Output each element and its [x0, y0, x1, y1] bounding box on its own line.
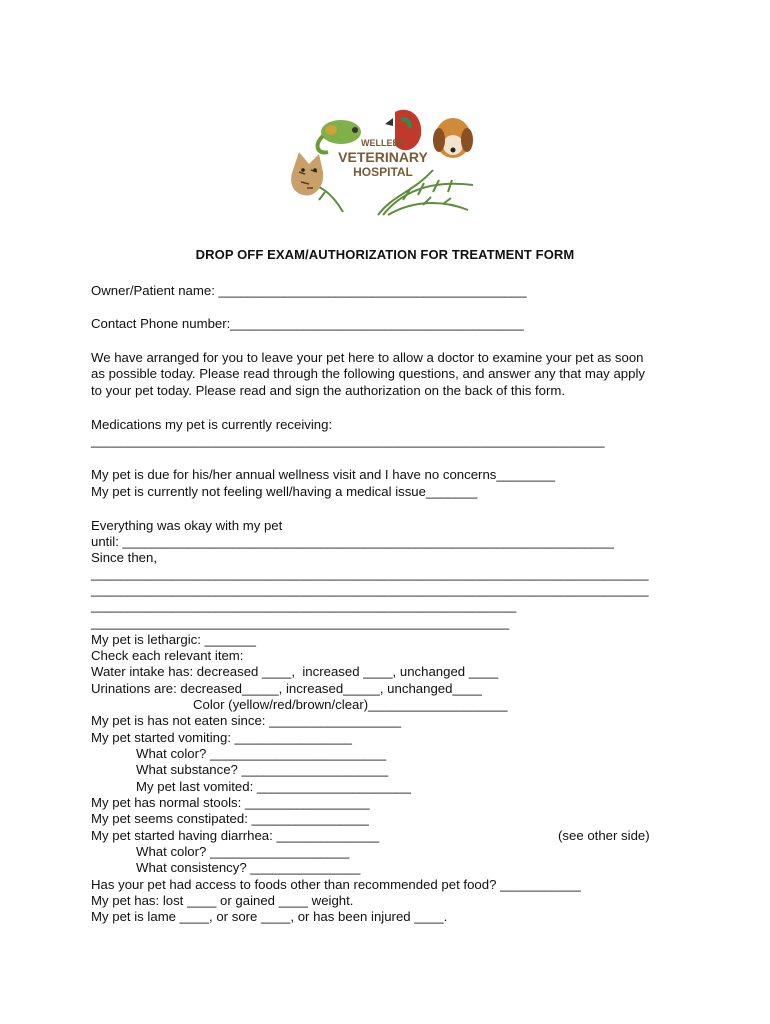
until-field[interactable]: until: ___________________________________________________________________ — [91, 534, 614, 549]
wellness-visit-field[interactable]: My pet is due for his/her annual wellness visit and I have no concerns________ — [91, 467, 556, 482]
urinations-field[interactable]: Urinations are: decreased_____, increased_____, unchanged____ — [91, 681, 482, 696]
logo-text-line1: WELLEBY — [361, 138, 405, 148]
not-eaten-field[interactable]: My pet is has not eaten since: __________________ — [91, 713, 402, 728]
intro-line-2: as possible today. Please read through the following questions, and answer any that may apply — [91, 366, 645, 381]
animals-logo-icon — [283, 100, 483, 220]
lame-field[interactable]: My pet is lame ____, or sore ____, or has been injured ____. — [91, 909, 448, 924]
form-title: DROP OFF EXAM/AUTHORIZATION FOR TREATMENT FORM — [195, 247, 575, 262]
lethargic-field[interactable]: My pet is lethargic: _______ — [91, 632, 256, 647]
diarrhea-field[interactable]: My pet started having diarrhea: ______________ — [91, 828, 380, 843]
medications-field[interactable]: ______________________________________________________________________ — [91, 433, 605, 448]
water-intake-field[interactable]: Water intake has: decreased ____, increased ____, unchanged ____ — [91, 664, 499, 679]
see-other-side-note: (see other side) — [558, 828, 650, 843]
intro-line-1: We have arranged for you to leave your pet here to allow a doctor to examine your pet as soon — [91, 350, 644, 365]
medications-label: Medications my pet is currently receiving: — [91, 417, 333, 432]
not-well-field[interactable]: My pet is currently not feeling well/having a medical issue_______ — [91, 484, 478, 499]
diarrhea-consistency-field[interactable]: What consistency? _______________ — [136, 860, 361, 875]
vomit-color-field[interactable]: What color? ________________________ — [136, 746, 387, 761]
since-then-field-3[interactable]: __________________________________________________________ — [91, 598, 517, 613]
welleby-logo — [283, 100, 483, 220]
normal-stools-field[interactable]: My pet has normal stools: _________________ — [91, 795, 370, 810]
contact-phone-field[interactable]: Contact Phone number:________________________________________ — [91, 316, 524, 331]
since-then-label: Since then, — [91, 550, 157, 565]
constipated-field[interactable]: My pet seems constipated: ________________ — [91, 811, 369, 826]
weight-field[interactable]: My pet has: lost ____ or gained ____ weight. — [91, 893, 354, 908]
access-foods-field[interactable]: Has your pet had access to foods other than recommended pet food? ___________ — [91, 877, 581, 892]
since-then-field-1[interactable]: ____________________________________________________________________________ — [91, 566, 649, 581]
vomiting-field[interactable]: My pet started vomiting: ________________ — [91, 730, 353, 745]
vomit-substance-field[interactable]: What substance? ____________________ — [136, 762, 389, 777]
urine-color-field[interactable]: Color (yellow/red/brown/clear)___________________ — [193, 697, 508, 712]
logo-text-line3: HOSPITAL — [353, 165, 413, 179]
last-vomited-field[interactable]: My pet last vomited: _____________________ — [136, 779, 411, 794]
intro-line-3: to your pet today. Please read and sign the authorization on the back of this form. — [91, 383, 566, 398]
logo-text-line2: VETERINARY — [338, 149, 428, 165]
diarrhea-color-field[interactable]: What color? ___________________ — [136, 844, 350, 859]
since-then-field-2[interactable]: ____________________________________________________________________________ — [91, 582, 649, 597]
since-then-field-4[interactable]: _________________________________________________________ — [91, 615, 510, 630]
everything-okay-label: Everything was okay with my pet — [91, 518, 283, 533]
check-each-label: Check each relevant item: — [91, 648, 244, 663]
owner-name-field[interactable]: Owner/Patient name: __________________________________________ — [91, 283, 527, 298]
